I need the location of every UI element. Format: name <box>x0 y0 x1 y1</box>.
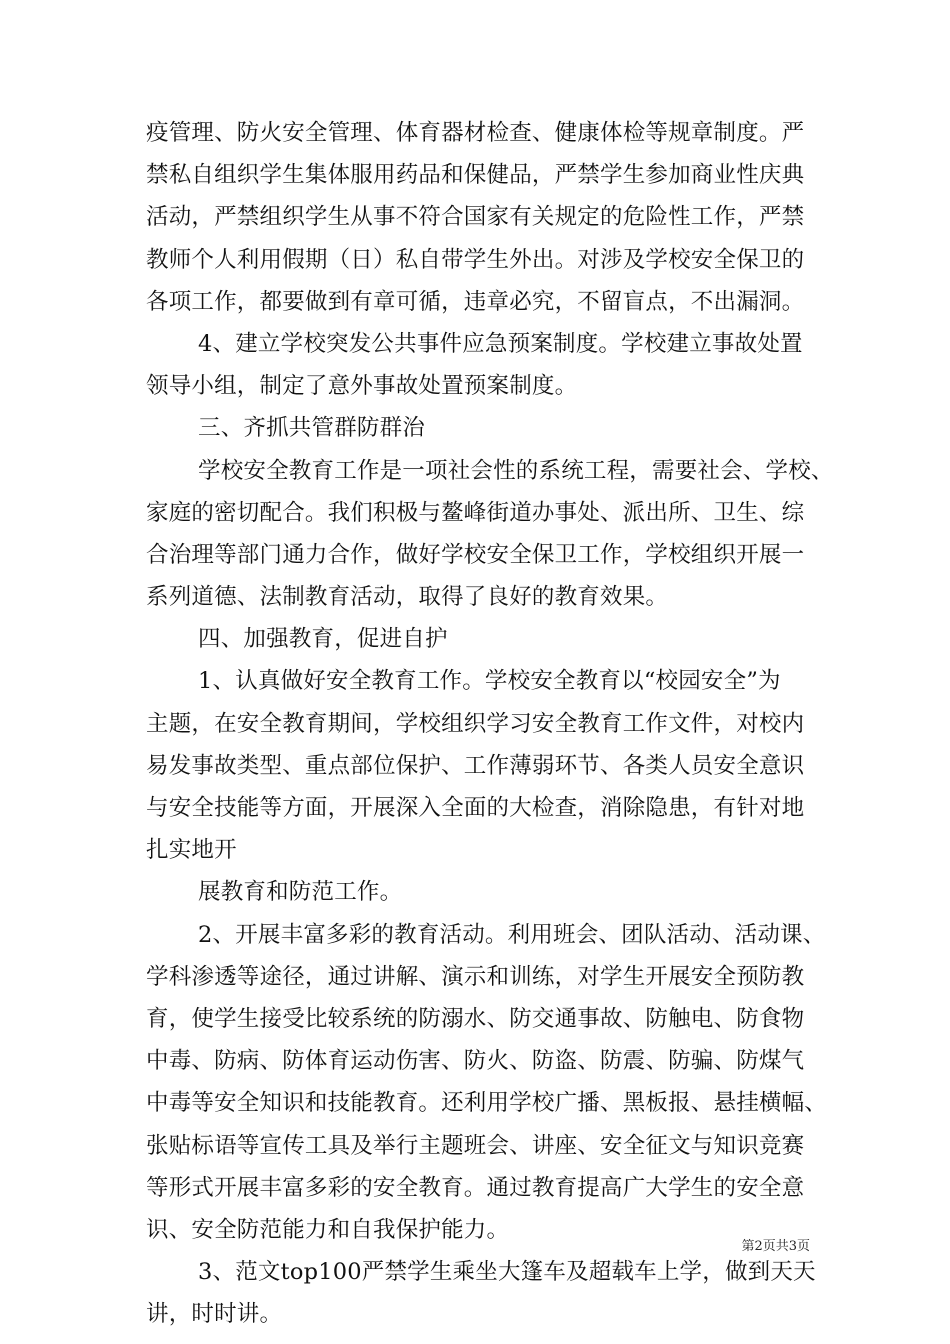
text-line: 系列道德、法制教育活动，取得了良好的教育效果。 <box>146 584 669 611</box>
text-line: 领导小组，制定了意外事故处置预案制度。 <box>146 373 578 400</box>
text-line: 4、建立学校突发公共事件应急预案制度。学校建立事故处置 <box>198 330 803 357</box>
text-line: 易发事故类型、重点部位保护、工作薄弱环节、各类人员安全意识 <box>146 752 805 779</box>
text-line: 禁私自组织学生集体服用药品和保健品，严禁学生参加商业性庆典 <box>146 162 805 189</box>
text-line: 中毒、防病、防体育运动伤害、防火、防盗、防震、防骗、防煤气 <box>146 1048 805 1075</box>
text-line: 扎实地开 <box>146 837 237 864</box>
page-number-footer: 第2页共3页 <box>741 1239 810 1254</box>
text-line: 各项工作，都要做到有章可循，违章必究，不留盲点，不出漏洞。 <box>146 288 805 315</box>
text-line: 等形式开展丰富多彩的安全教育。通过教育提高广大学生的安全意 <box>146 1174 805 1201</box>
text-line: 合治理等部门通力合作，做好学校安全保卫工作，学校组织开展一 <box>146 541 805 568</box>
text-line: 中毒等安全知识和技能教育。还利用学校广播、黑板报、悬挂横幅、 <box>146 1090 828 1117</box>
text-line: 主题，在安全教育期间，学校组织学习安全教育工作文件，对校内 <box>146 710 805 737</box>
text-line: 展教育和防范工作。 <box>198 879 403 906</box>
text-line: 2、开展丰富多彩的教育活动。利用班会、团队活动、活动课、 <box>198 921 826 948</box>
text-line: 3、范文top100严禁学生乘坐大篷车及超载车上学，做到天天 <box>198 1259 816 1286</box>
text-line: 与安全技能等方面，开展深入全面的大检查，消除隐患，有针对地 <box>146 795 805 821</box>
text-line: 讲，时时讲。 <box>146 1301 283 1328</box>
text-line: 学科渗透等途径，通过讲解、演示和训练，对学生开展安全预防教 <box>146 963 805 990</box>
text-line: 疫管理、防火安全管理、体育器材检查、健康体检等规章制度。严 <box>146 120 805 146</box>
text-line: 张贴标语等宣传工具及举行主题班会、讲座、安全征文与知识竞赛 <box>146 1132 805 1159</box>
text-line: 识、安全防范能力和自我保护能力。 <box>146 1216 510 1243</box>
text-line: 教师个人利用假期（日）私自带学生外出。对涉及学校安全保卫的 <box>146 246 805 273</box>
text-line: 1、认真做好安全教育工作。学校安全教育以“校园安全”为 <box>198 668 781 695</box>
text-line: 四、加强教育，促进自护 <box>198 626 448 653</box>
text-line: 学校安全教育工作是一项社会性的系统工程，需要社会、学校、 <box>198 457 834 484</box>
document-body <box>146 112 834 1335</box>
text-line: 家庭的密切配合。我们积极与鳌峰街道办事处、派出所、卫生、综 <box>146 499 805 526</box>
text-line: 育，使学生接受比较系统的防溺水、防交通事故、防触电、防食物 <box>146 1005 805 1032</box>
text-line: 三、齐抓共管群防群治 <box>198 415 426 442</box>
text-line: 活动，严禁组织学生从事不符合国家有关规定的危险性工作，严禁 <box>146 204 805 231</box>
